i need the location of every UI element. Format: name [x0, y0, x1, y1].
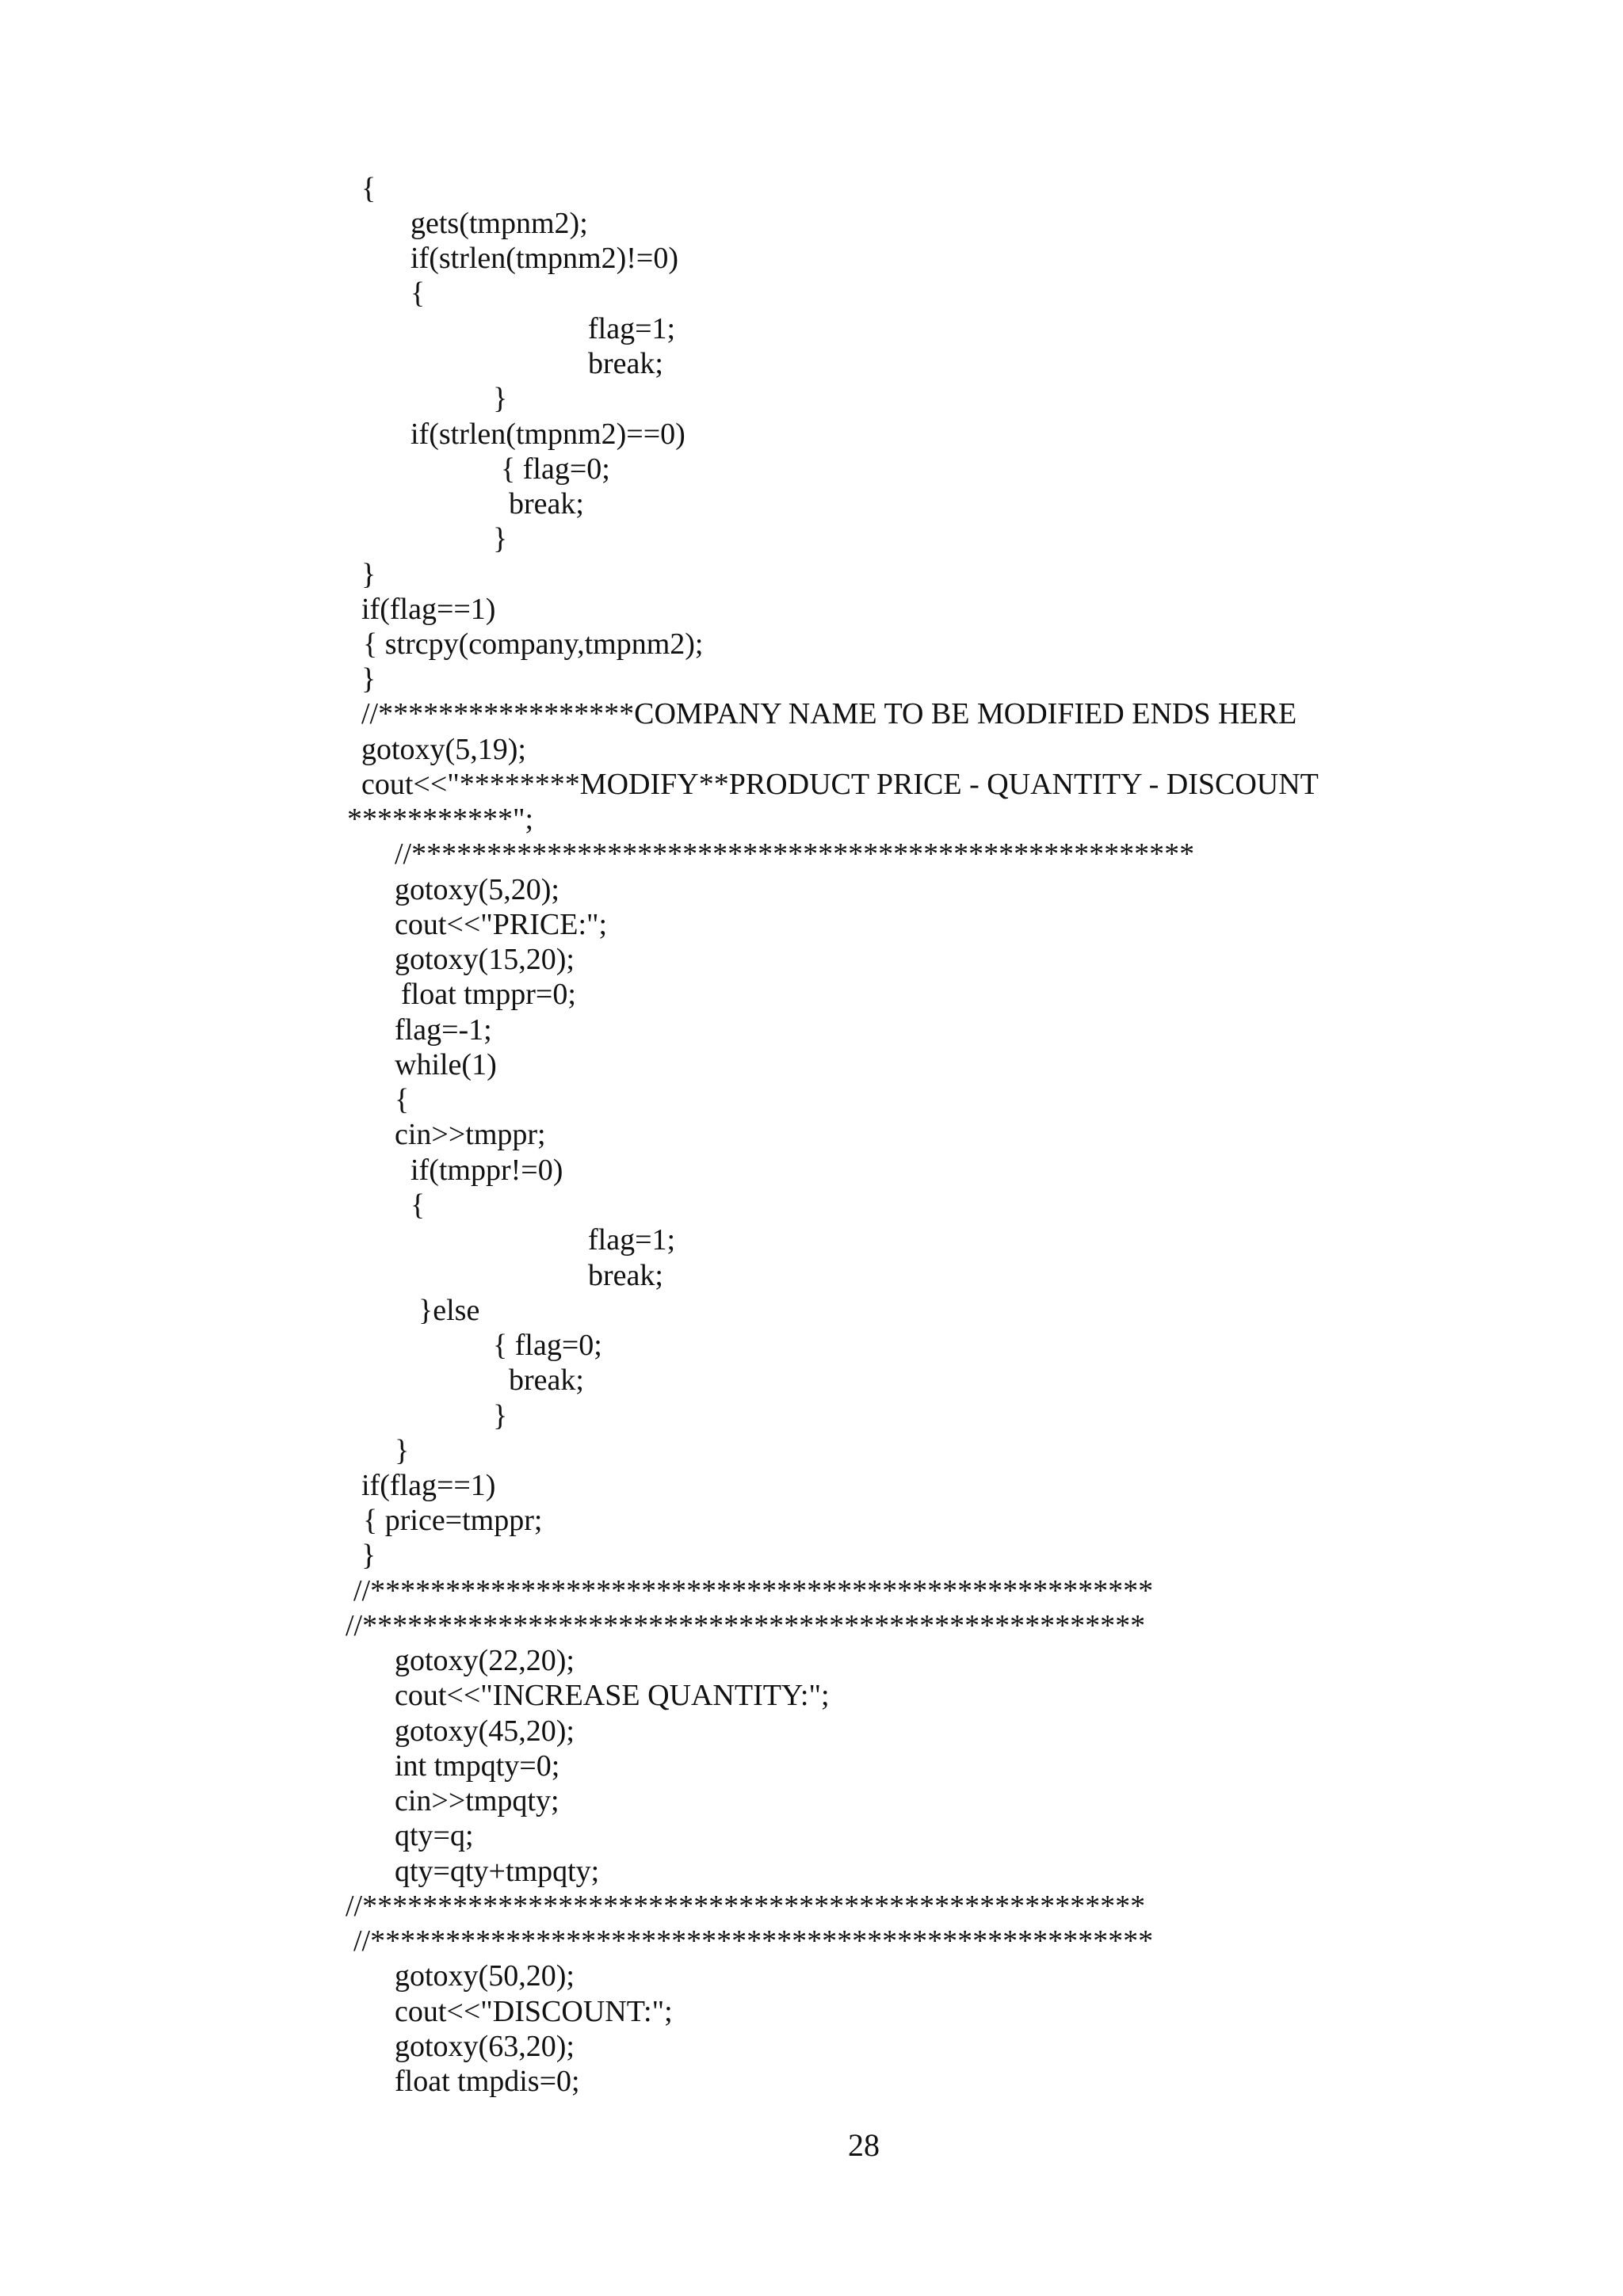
code-line: gets(tmpnm2); [411, 207, 588, 240]
code-line: gotoxy(15,20); [395, 943, 575, 976]
code-line: } [493, 382, 508, 415]
code-line: cout<<"DISCOUNT:"; [395, 1995, 673, 2028]
code-line: qty=qty+tmpqty; [395, 1855, 600, 1888]
code-line: if(strlen(tmpnm2)!=0) [411, 242, 679, 275]
code-line: //**************************************************** [395, 837, 1195, 871]
code-line: cout<<"INCREASE QUANTITY:"; [395, 1679, 830, 1712]
code-line: float tmppr=0; [401, 978, 576, 1011]
code-line: gotoxy(50,20); [395, 1959, 575, 1993]
code-line: }else [418, 1294, 480, 1327]
code-line: cin>>tmpqty; [395, 1784, 559, 1817]
code-line: } [361, 1539, 376, 1572]
code-line: float tmpdis=0; [395, 2065, 580, 2098]
code-line: ***********"; [347, 803, 534, 836]
code-line: flag=1; [588, 312, 676, 345]
page-number: 28 [848, 2127, 880, 2163]
code-line: flag=-1; [395, 1013, 492, 1047]
code-line: gotoxy(5,19); [361, 733, 526, 766]
code-line: } [361, 662, 376, 696]
code-line: gotoxy(22,20); [395, 1644, 575, 1677]
code-line: { price=tmppr; [363, 1504, 543, 1537]
code-line: qty=q; [395, 1819, 474, 1852]
code-line: { strcpy(company,tmpnm2); [363, 627, 704, 661]
code-line: //**************************************************** [353, 1924, 1154, 1958]
code-line: cin>>tmppr; [395, 1118, 546, 1151]
code-line: if(flag==1) [361, 1469, 496, 1502]
code-line: } [493, 1399, 508, 1432]
code-line: //**************************************************** [346, 1609, 1146, 1642]
code-line: gotoxy(5,20); [395, 873, 559, 906]
code-line: //**************************************************** [353, 1574, 1154, 1608]
code-line: int tmpqty=0; [395, 1749, 560, 1783]
code-line: } [361, 558, 376, 591]
code-line: { [361, 172, 376, 205]
code-line: } [493, 522, 508, 555]
code-line: break; [588, 347, 663, 380]
code-line: cout<<"********MODIFY**PRODUCT PRICE - QUANTITY - DISCOUNT [361, 768, 1319, 801]
code-line: { [411, 277, 426, 310]
code-line: //*****************COMPANY NAME TO BE MODIFIED ENDS HERE [361, 697, 1297, 730]
code-line: if(strlen(tmpnm2)==0) [411, 418, 685, 451]
code-line: break; [509, 1363, 584, 1397]
code-line: while(1) [395, 1048, 497, 1081]
code-line: cout<<"PRICE:"; [395, 908, 608, 941]
code-line: break; [588, 1259, 663, 1292]
code-line: //**************************************************** [346, 1890, 1146, 1923]
code-line: break; [509, 487, 584, 521]
code-line: gotoxy(63,20); [395, 2030, 575, 2063]
code-line: { [411, 1188, 426, 1222]
code-line: } [395, 1434, 410, 1467]
code-line: if(flag==1) [361, 593, 496, 626]
code-line: if(tmppr!=0) [411, 1154, 563, 1187]
code-line: gotoxy(45,20); [395, 1714, 575, 1748]
code-line: { flag=0; [501, 452, 610, 486]
code-line: flag=1; [588, 1223, 676, 1257]
code-line: { [395, 1083, 410, 1116]
code-line: { flag=0; [493, 1329, 602, 1362]
